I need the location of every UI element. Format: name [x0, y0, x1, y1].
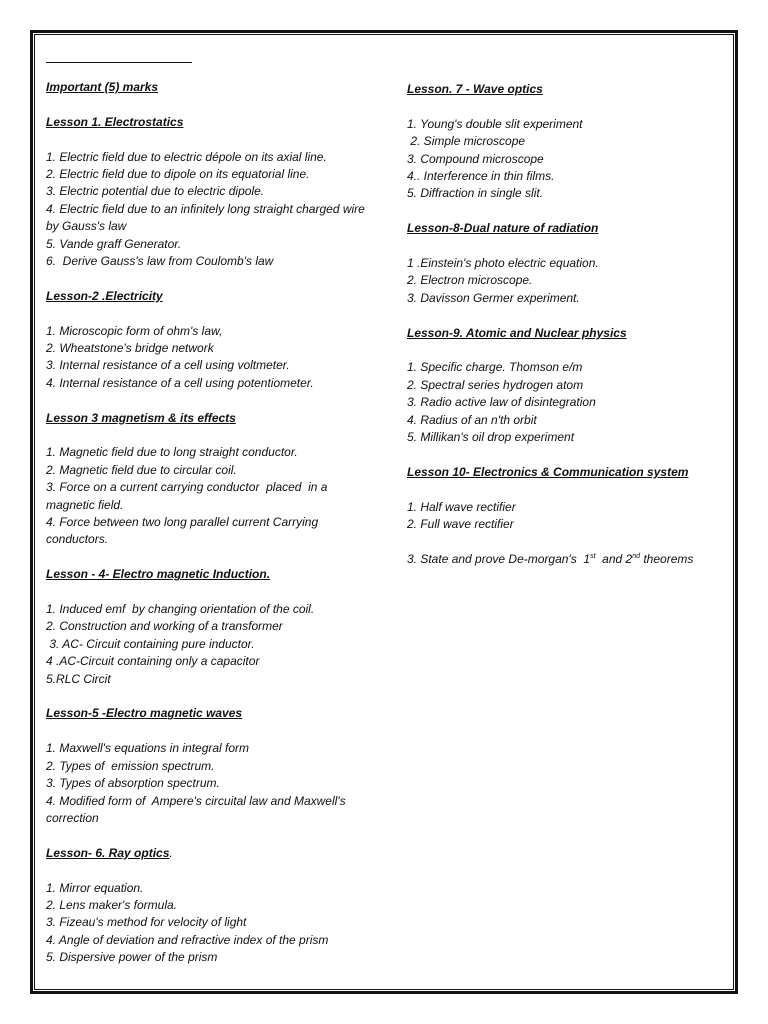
lesson-2-item-3: 3. Internal resistance of a cell using voltmeter.	[46, 358, 290, 373]
lesson-1-item-2: 2. Electric field due to dipole on its equatorial line.	[46, 167, 310, 181]
lesson-2-item-2: 2. Wheatstone's bridge network	[46, 341, 214, 356]
lesson-6-item-2: 2. Lens maker's formula.	[46, 897, 178, 912]
lesson-4-item-4: 4 .AC-Circuit containing only a capacitor	[46, 654, 260, 669]
lesson-6-heading: Lesson- 6. Ray optics.	[46, 845, 173, 860]
lesson-10-heading: Lesson 10- Electronics & Communication system	[407, 464, 689, 479]
lesson-8-item-3: 3. Davisson Germer experiment.	[407, 290, 580, 305]
lesson-5-item-3: 3. Types of absorption spectrum.	[46, 776, 220, 791]
lesson-2-item-4: 4. Internal resistance of a cell using potentiometer.	[46, 375, 314, 390]
lesson-6-item-4: 4. Angle of deviation and refractive index of the prism	[46, 932, 329, 947]
lesson-7-item-4: 4.. Interference in thin films.	[407, 169, 555, 184]
lesson-4-item-3: 3. AC- Circuit containing pure inductor.	[46, 636, 255, 651]
left-lesson-list	[46, 114, 376, 967]
lesson-4-heading: Lesson - 4- Electro magnetic Induction.	[46, 567, 271, 582]
lesson-2-heading: Lesson-2 .Electricity	[46, 288, 163, 303]
lesson-1-item-1: 1. Electric field due to electric dépole on its axial line.	[46, 149, 327, 164]
lesson-1-item-5: 5. Vande graff Generator.	[46, 236, 182, 251]
lesson-8-item-1: 1 .Einstein's photo electric equation.	[407, 256, 599, 271]
lesson-6-item-3: 3. Fizeau's method for velocity of light	[46, 915, 247, 930]
lesson-6-item-1: 1. Mirror equation.	[46, 880, 144, 895]
lesson-9-item-1: 1. Specific charge. Thomson e/m	[407, 360, 583, 375]
lesson-3-item-4: 4. Force between two long parallel current Carrying conductors.	[46, 515, 322, 547]
header-rule	[46, 62, 192, 63]
lesson-9-item-3: 3. Radio active law of disintegration	[407, 395, 596, 410]
lesson-9-heading: Lesson-9. Atomic and Nuclear physics	[407, 325, 627, 340]
right-lesson-list	[407, 81, 727, 551]
lesson-3-heading: Lesson 3 magnetism & its effects	[46, 410, 236, 425]
lesson-8-item-2: 2. Electron microscope.	[407, 273, 533, 288]
lesson-5-heading: Lesson-5 -Electro magnetic waves	[46, 706, 243, 721]
lesson-10-item-3: 3. State and prove De-morgan's 1st and 2nd theorems	[407, 551, 694, 566]
lesson-6-item-5: 5. Dispersive power of the prism	[46, 950, 218, 965]
lesson-4-item-2: 2. Construction and working of a transformer	[46, 619, 283, 634]
lesson-2-item-1: 1. Microscopic form of ohm's law,	[46, 323, 223, 338]
lesson-7-item-2: 2. Simple microscope	[407, 134, 526, 149]
lesson-4-item-1: 1. Induced emf by changing orientation of the coil.	[46, 602, 315, 617]
lesson-9-item-4: 4. Radius of an n'th orbit	[407, 412, 537, 427]
lesson-7-item-5: 5. Diffraction in single slit.	[407, 186, 544, 201]
lesson-10-item-2: 2. Full wave rectifier	[407, 517, 514, 532]
lesson-4-item-5: 5.RLC Circit	[46, 671, 111, 686]
lesson-7-heading: Lesson. 7 - Wave optics	[407, 82, 543, 96]
lesson-10-item-1: 1. Half wave rectifier	[407, 499, 516, 514]
right-column	[407, 81, 727, 568]
lesson-1-item-3: 3. Electric potential due to electric dipole.	[46, 184, 265, 199]
lesson-3-item-3: 3. Force on a current carrying conductor placed in a magnetic field.	[46, 480, 331, 512]
lesson-3-item-2: 2. Magnetic field due to circular coil.	[46, 462, 237, 477]
lesson-7-item-3: 3. Compound microscope	[407, 151, 544, 166]
intro-heading: Important (5) marks	[46, 80, 159, 94]
lesson-3-item-1: 1. Magnetic field due to long straight conductor.	[46, 445, 298, 460]
lesson-5-item-1: 1. Maxwell's equations in integral form	[46, 741, 250, 756]
lesson-9-item-5: 5. Millikan's oil drop experiment	[407, 430, 575, 445]
lesson-1-item-6: 6. Derive Gauss's law from Coulomb's law	[46, 254, 274, 269]
lesson-1-item-4: 4. Electric field due to an infinitely long straight charged wire by Gauss's law	[46, 201, 369, 234]
lesson-5-item-2: 2. Types of emission spectrum.	[46, 758, 215, 773]
lesson-1-heading: Lesson 1. Electrostatics	[46, 114, 184, 129]
lesson-9-item-2: 2. Spectral series hydrogen atom	[407, 377, 584, 392]
left-column	[46, 79, 376, 967]
lesson-7-item-1: 1. Young's double slit experiment	[407, 116, 583, 131]
lesson-5-item-4: 4. Modified form of Ampere's circuital law and Maxwell's correction	[46, 793, 349, 825]
lesson-8-heading: Lesson-8-Dual nature of radiation	[407, 221, 599, 236]
